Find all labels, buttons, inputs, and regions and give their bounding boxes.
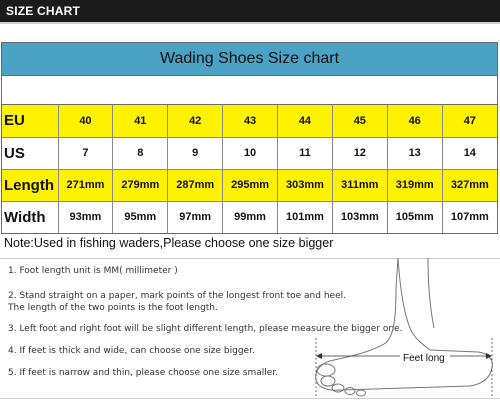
instruction-3: 3. Left foot and right foot will be slight different length, please measure the bigger one.: [8, 324, 403, 334]
size-cell: 327mm: [442, 169, 497, 201]
size-cell: 8: [113, 137, 168, 169]
size-cell: 47: [442, 105, 497, 137]
size-cell: 105mm: [387, 201, 442, 233]
size-cell: 44: [278, 105, 333, 137]
size-chart-table: [1, 42, 498, 234]
size-row-width: [2, 201, 497, 233]
size-cell: 101mm: [278, 201, 333, 233]
size-cell: 40: [58, 105, 113, 137]
instruction-2: 2. Stand straight on a paper, mark points of the longest front toe and heel.: [8, 291, 346, 301]
row-label: EU: [2, 105, 58, 137]
size-cell: 319mm: [387, 169, 442, 201]
size-cell: 43: [223, 105, 278, 137]
feet-long-label: Feet long: [403, 353, 445, 364]
row-label: Width: [2, 201, 58, 233]
size-cell: 45: [332, 105, 387, 137]
size-cell: 14: [442, 137, 497, 169]
size-note: Note:Used in fishing waders,Please choose one size bigger: [4, 236, 334, 250]
chart-title: Wading Shoes Size chart: [2, 43, 497, 76]
size-row-length: [2, 169, 497, 201]
size-cell: 46: [387, 105, 442, 137]
size-cell: 93mm: [58, 201, 113, 233]
size-cell: 13: [387, 137, 442, 169]
size-cell: 7: [58, 137, 113, 169]
size-cell: 10: [223, 137, 278, 169]
size-cell: 97mm: [168, 201, 223, 233]
size-cell: 42: [168, 105, 223, 137]
header-bar: [0, 0, 500, 24]
size-cell: 271mm: [58, 169, 113, 201]
page-title: SIZE CHART: [6, 4, 80, 18]
instruction-4: 4. If feet is thick and wide, can choose one size bigger.: [8, 346, 255, 356]
table-spacer: [2, 76, 497, 105]
instruction-5: 5. If feet is narrow and thin, please choose one size smaller.: [8, 368, 279, 378]
size-cell: 95mm: [113, 201, 168, 233]
size-cell: 11: [278, 137, 333, 169]
size-cell: 41: [113, 105, 168, 137]
divider-bottom: [0, 398, 500, 399]
size-cell: 12: [332, 137, 387, 169]
size-cell: 279mm: [113, 169, 168, 201]
size-table: [2, 105, 497, 233]
row-label: Length: [2, 169, 58, 201]
size-row-us: [2, 137, 497, 169]
instruction-1: 1. Foot length unit is MM( millimeter ): [8, 266, 178, 276]
size-cell: 311mm: [332, 169, 387, 201]
size-cell: 99mm: [223, 201, 278, 233]
foot-icon: [300, 258, 500, 398]
row-label: US: [2, 137, 58, 169]
size-cell: 287mm: [168, 169, 223, 201]
size-cell: 295mm: [223, 169, 278, 201]
size-row-eu: [2, 105, 497, 137]
size-cell: 303mm: [278, 169, 333, 201]
size-cell: 103mm: [332, 201, 387, 233]
instruction-2b: The length of the two points is the foot length.: [8, 303, 218, 313]
size-cell: 107mm: [442, 201, 497, 233]
foot-measure-figure: [300, 258, 500, 398]
size-cell: 9: [168, 137, 223, 169]
